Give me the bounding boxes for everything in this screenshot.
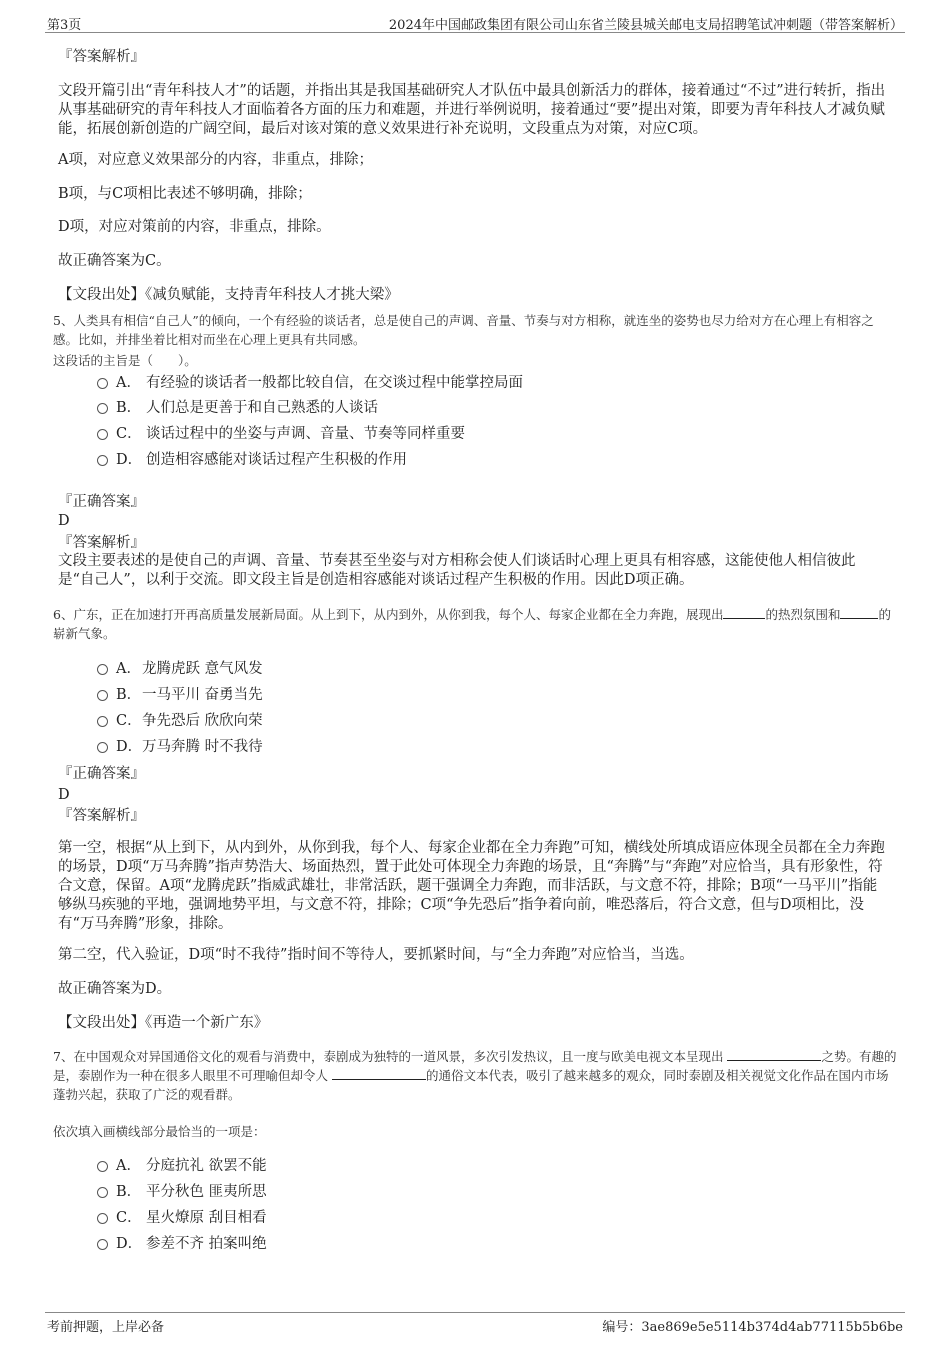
q6-conclusion: 故正确答案为D。: [58, 981, 172, 997]
q4-option-d-note: D项，对应对策前的内容，非重点，排除。: [58, 219, 331, 235]
q4-source: 【文段出处】《减负赋能，支持青年科技人才挑大梁》: [58, 287, 399, 303]
q6-stem: 6、广东，正在加速打开再高质量发展新局面。从上到下，从内到外，从你到我，每个人、每家企业都在全力奔跑，展现出 的热烈氛围和 的崭新气象。: [53, 607, 891, 641]
q5-ask: 这段话的主旨是（ ）。: [53, 353, 197, 368]
q4-analysis: 文段开篇引出“青年科技人才”的话题，并指出其是我国基础研究人才队伍中最具创新活力的群体，接着通过“不过”进行转折，指出从事基础研究的青年科技人才面临着各方面的压力和难题，并进行举例说明，接着通过“要”提出对策，即要为青年科技人才减负赋能，拓展创新创造的广阔空间，最后对该对策的意义效果进行补充说明，文段重点为对策，对应C项。: [58, 83, 886, 137]
q4-option-a-note: A项，对应意义效果部分的内容，非重点，排除；: [58, 152, 373, 168]
q5-answer-label: 『正确答案』: [58, 494, 145, 510]
q4-analysis-label: 『答案解析』: [58, 49, 145, 65]
q6-analysis-1: 第一空，根据“从上到下，从内到外，从你到我，每个人、每家企业都在全力奔跑”可知，横线处所填成语应体现全员都在全力奔跑的场景，D项“万马奔腾”指声势浩大、场面热烈，置于此处可体现全力奔跑的场景，且“奔腾”与“奔跑”对应恰当，具有形象性，符合文意，保留。A项“龙腾虎跃”指威武雄壮，非常活跃，题干强调全力奔跑，而非活跃，与文意不符，排除；B项“一马平川”指能够纵马疾驰的平地，强调地势平坦，与文意不符，排除；C项“争先恐后”指争着向前，唯恐落后，符合文意，但与D项相比，没有“万马奔腾”形象，排除。: [58, 840, 885, 932]
q5-option-c[interactable]: C． 谈话过程中的坐姿与声调、音量、节奏等同样重要: [97, 424, 465, 444]
radio-icon[interactable]: [97, 378, 108, 389]
q7-option-b[interactable]: B． 平分秋色 匪夷所思: [97, 1182, 267, 1202]
q5-analysis: 文段主要表述的是使自己的声调、音量、节奏甚至坐姿与对方相称会使人们谈话时心理上更具有相容感，这能使他人相信彼此是“自己人”，以利于交流。即文段主旨是创造相容感能对谈话过程产生积极的作用。因此D项正确。: [58, 553, 856, 588]
q5-option-b[interactable]: B． 人们总是更善于和自己熟悉的人谈话: [97, 398, 378, 418]
q6-analysis-2: 第二空，代入验证，D项“时不我待”指时间不等待人，要抓紧时间，与“全力奔跑”对应恰当，当选。: [58, 947, 694, 963]
blank-1: [723, 606, 765, 619]
q5-stem: 5、人类具有相信“自己人”的倾向，一个有经验的谈话者，总是使自己的声调、音量、节奏与对方相称，就连坐的姿势也尽力给对方在心理上有相容之感。比如，并排坐着比相对而坐在心理上更具有共同感。: [53, 313, 874, 347]
radio-icon[interactable]: [97, 690, 108, 701]
q5-answer: D: [58, 513, 70, 529]
blank-1: [727, 1048, 821, 1061]
page-number: 第3页: [47, 18, 82, 33]
blank-2: [332, 1067, 426, 1080]
q7-option-c[interactable]: C． 星火燎原 刮目相看: [97, 1208, 267, 1228]
q7-ask: 依次填入画横线部分最恰当的一项是：: [53, 1124, 266, 1139]
document-title: 2024年中国邮政集团有限公司山东省兰陵县城关邮电支局招聘笔试冲刺题（带答案解析）: [388, 18, 903, 33]
q6-analysis-label: 『答案解析』: [58, 808, 145, 824]
radio-icon[interactable]: [97, 1239, 108, 1250]
document-id: 编号：3ae869e5e5114b374d4ab77115b5b6be: [602, 1320, 903, 1335]
radio-icon[interactable]: [97, 429, 108, 440]
page-header: [45, 10, 905, 33]
q4-option-b-note: B项，与C项相比表述不够明确，排除；: [58, 186, 312, 202]
radio-icon[interactable]: [97, 716, 108, 727]
blank-2: [840, 606, 878, 619]
q7-option-a[interactable]: A． 分庭抗礼 欲罢不能: [97, 1156, 267, 1176]
q7-stem: 7、在中国观众对异国通俗文化的观看与消费中，泰剧成为独特的一道风景，多次引发热议，且一度与欧美电视文本呈现出 之势。有趣的是，泰剧作为一种在很多人眼里不可理喻但却令人 的通俗文本代表，吸引了越来越多的观众，同时泰剧及相关视觉文化作品在国内市场蓬勃兴起，获取了广泛的观看群。: [53, 1049, 897, 1102]
q4-conclusion: 故正确答案为C。: [58, 253, 171, 269]
radio-icon[interactable]: [97, 1161, 108, 1172]
q6-option-d[interactable]: D．万马奔腾 时不我待: [97, 737, 263, 757]
radio-icon[interactable]: [97, 1187, 108, 1198]
radio-icon[interactable]: [97, 455, 108, 466]
q6-answer-label: 『正确答案』: [58, 766, 145, 782]
radio-icon[interactable]: [97, 742, 108, 753]
q5-option-d[interactable]: D． 创造相容感能对谈话过程产生积极的作用: [97, 450, 407, 470]
q6-option-c[interactable]: C．争先恐后 欣欣向荣: [97, 711, 263, 731]
radio-icon[interactable]: [97, 1213, 108, 1224]
q6-answer: D: [58, 787, 70, 803]
q6-option-b[interactable]: B．一马平川 奋勇当先: [97, 685, 263, 705]
q5-option-a[interactable]: A． 有经验的谈话者一般都比较自信，在交谈过程中能掌控局面: [97, 373, 523, 393]
page-footer: [45, 1312, 905, 1341]
radio-icon[interactable]: [97, 403, 108, 414]
radio-icon[interactable]: [97, 664, 108, 675]
footer-slogan: 考前押题，上岸必备: [47, 1320, 165, 1335]
q6-option-a[interactable]: A．龙腾虎跃 意气风发: [97, 659, 263, 679]
q6-source: 【文段出处】《再造一个新广东》: [58, 1015, 269, 1031]
q7-option-d[interactable]: D． 参差不齐 拍案叫绝: [97, 1234, 267, 1254]
q5-analysis-label: 『答案解析』: [58, 535, 145, 551]
